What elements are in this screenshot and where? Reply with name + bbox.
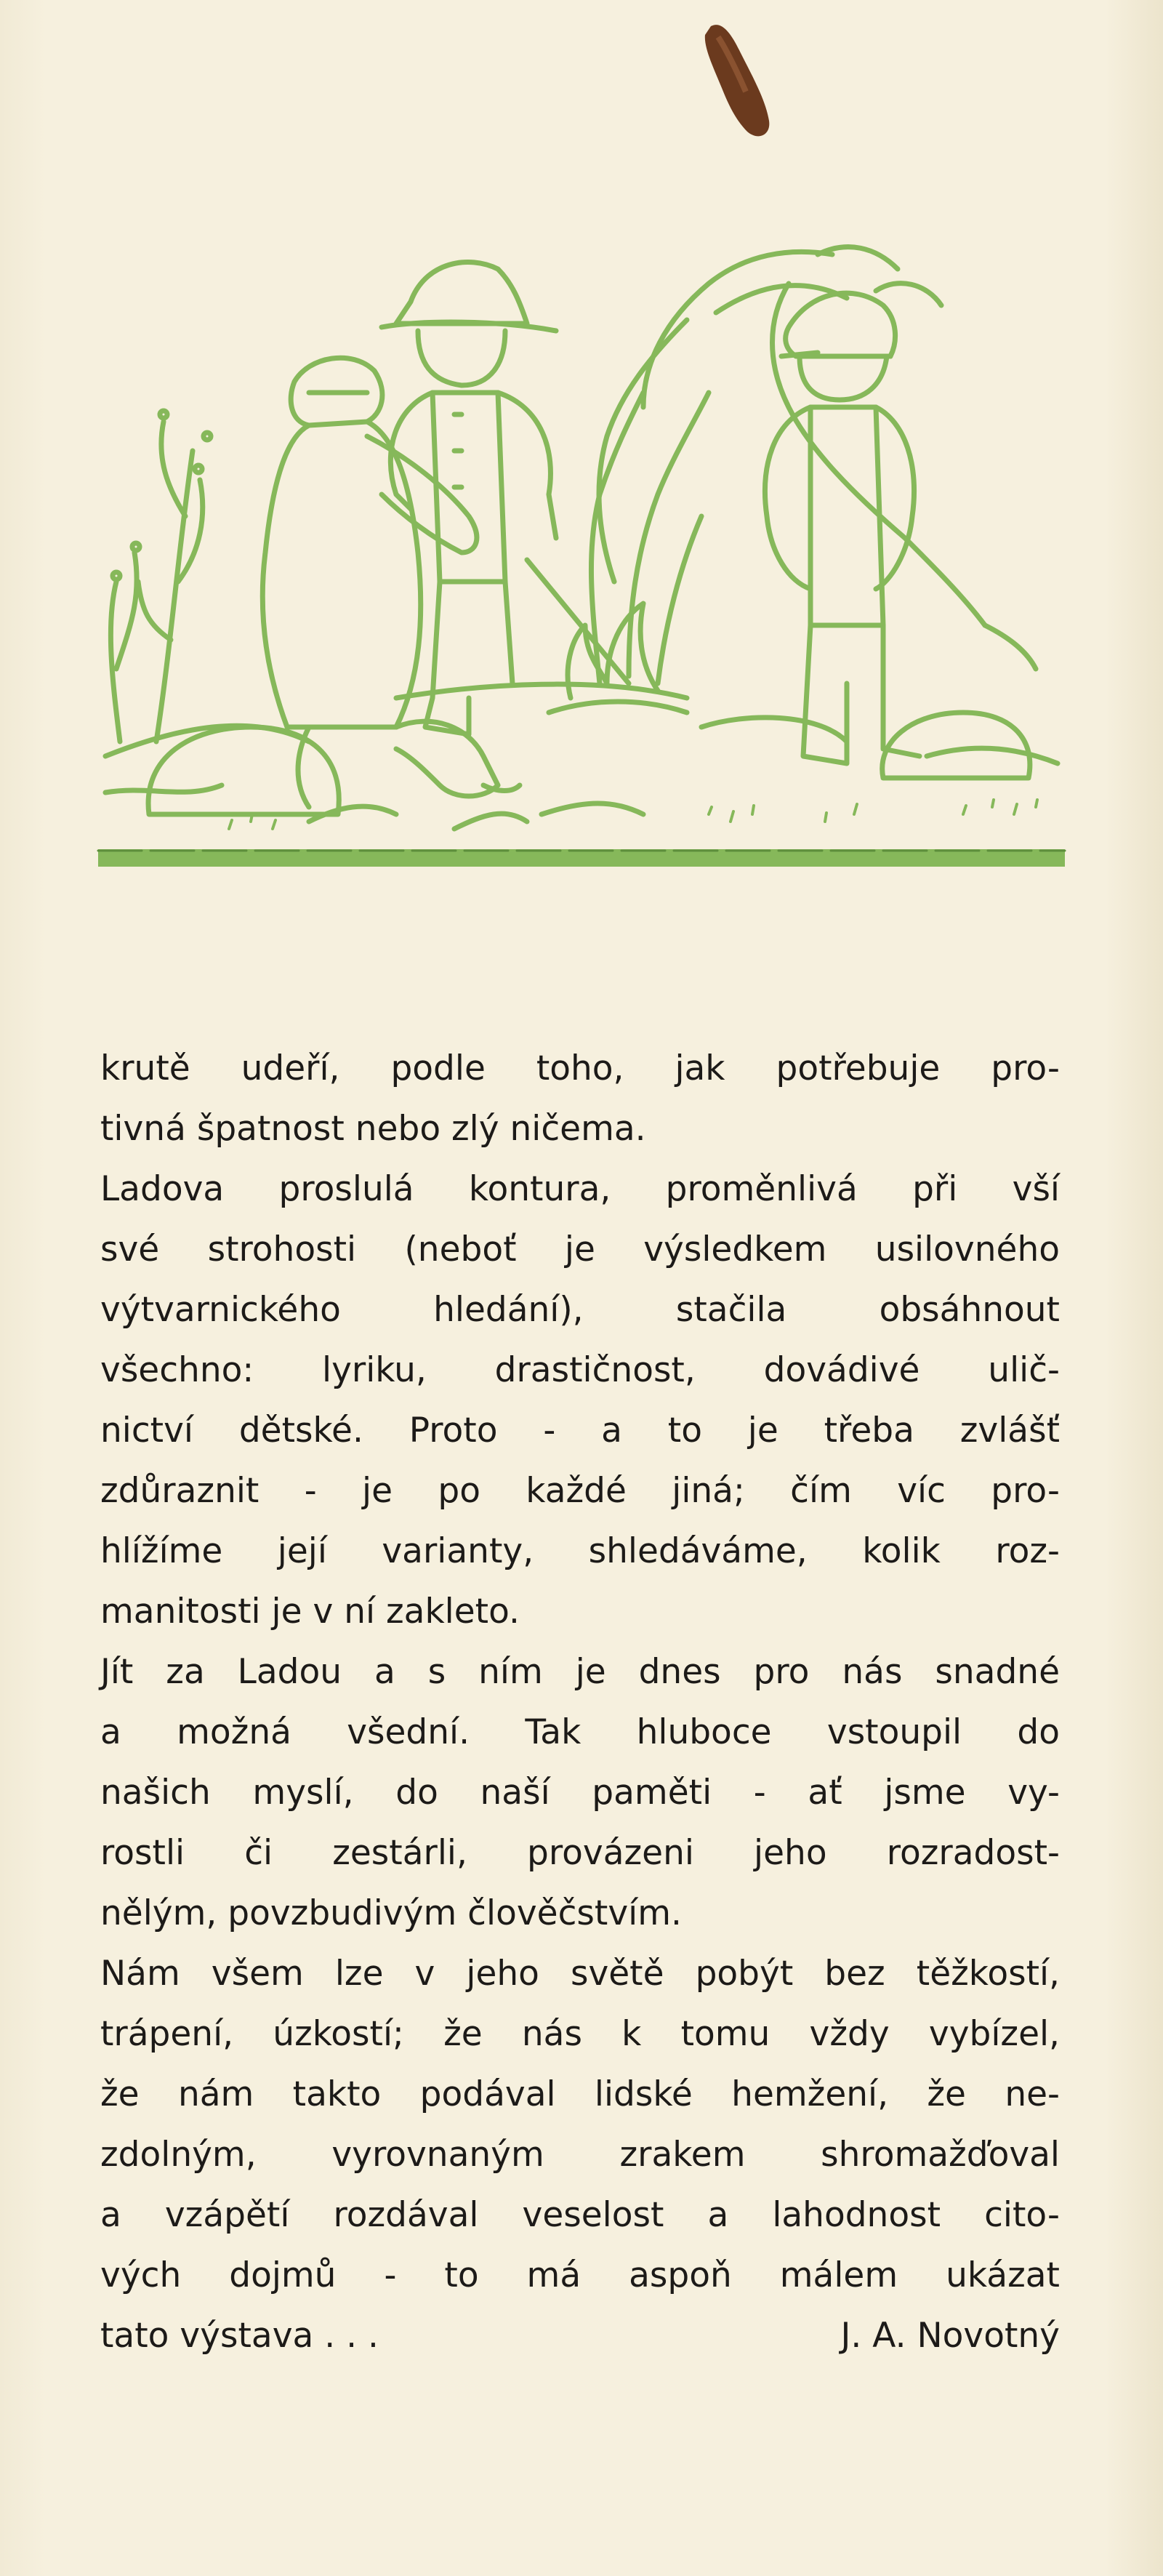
- paragraph-4: [100, 1943, 1060, 2366]
- text-line: a možná všední. Tak hluboce vstoupil do: [100, 1712, 1060, 1752]
- text-line: našich myslí, do naší paměti - ať jsme vy-: [100, 1773, 1060, 1813]
- stone-right: [882, 713, 1030, 778]
- text-line: tivná špatnost nebo zlý ničema.: [100, 1109, 646, 1149]
- text-line: a vzápětí rozdával veselost a lahodnost cito-: [100, 2195, 1060, 2235]
- campfire-illustration: [91, 174, 1069, 872]
- text-line: nictví dětské. Proto - a to je třeba zvlášť: [100, 1411, 1060, 1450]
- stone-left: [148, 727, 339, 814]
- paragraph-1: [100, 1038, 1060, 1159]
- paragraph-2: [100, 1159, 1060, 1642]
- child-with-stick: [765, 284, 1037, 763]
- left-bush: [110, 411, 211, 742]
- text-line: výtvarnického hledání), stačila obsáhnout: [100, 1290, 1060, 1330]
- closing-text: tato výstava . . .: [100, 2316, 379, 2356]
- text-line: své strohosti (neboť je výsledkem usilovného: [100, 1229, 1060, 1269]
- text-line: krutě udeří, podle toho, jak potřebuje pro-: [100, 1048, 1060, 1088]
- text-line: nělým, povzbudivým člověčstvím.: [100, 1893, 682, 1933]
- text-line: Jít za Ladou a s ním je dnes pro nás snadné: [100, 1652, 1060, 1692]
- text-line: hlížíme její varianty, shledáváme, kolik roz-: [100, 1531, 1060, 1571]
- text-line: trápení, úzkostí; že nás k tomu vždy vybízel,: [100, 2014, 1060, 2054]
- standing-child-hat: [382, 262, 629, 734]
- text-line: manitosti je v ní zakleto.: [100, 1592, 520, 1632]
- closing-line: [100, 2306, 1060, 2366]
- text-line: Nám všem lze v jeho světě pobýt bez těžkostí,: [100, 1954, 1060, 1994]
- text-line: zdůraznit - je po každé jiná; čím víc pro-: [100, 1471, 1060, 1511]
- article-text: [100, 1038, 1060, 2366]
- text-line: že nám takto podával lidské hemžení, že ne-: [100, 2074, 1060, 2114]
- author-signature: J. A. Novotný: [840, 2316, 1060, 2356]
- text-line: zdolným, vyrovnaným zrakem shromažďoval: [100, 2135, 1060, 2175]
- paragraph-3: [100, 1642, 1060, 1943]
- text-line: všechno: lyriku, drastičnost, dovádivé ulič-: [100, 1350, 1060, 1390]
- text-line: vých dojmů - to má aspoň málem ukázat: [100, 2255, 1060, 2295]
- ink-stain-mark: [696, 19, 780, 143]
- text-line: rostli či zestárli, provázeni jeho rozradost-: [100, 1833, 1060, 1873]
- grass-dots: [229, 800, 1037, 829]
- ground-strip: [98, 849, 1065, 867]
- text-line: Ladova proslulá kontura, proměnlivá při vší: [100, 1169, 1060, 1209]
